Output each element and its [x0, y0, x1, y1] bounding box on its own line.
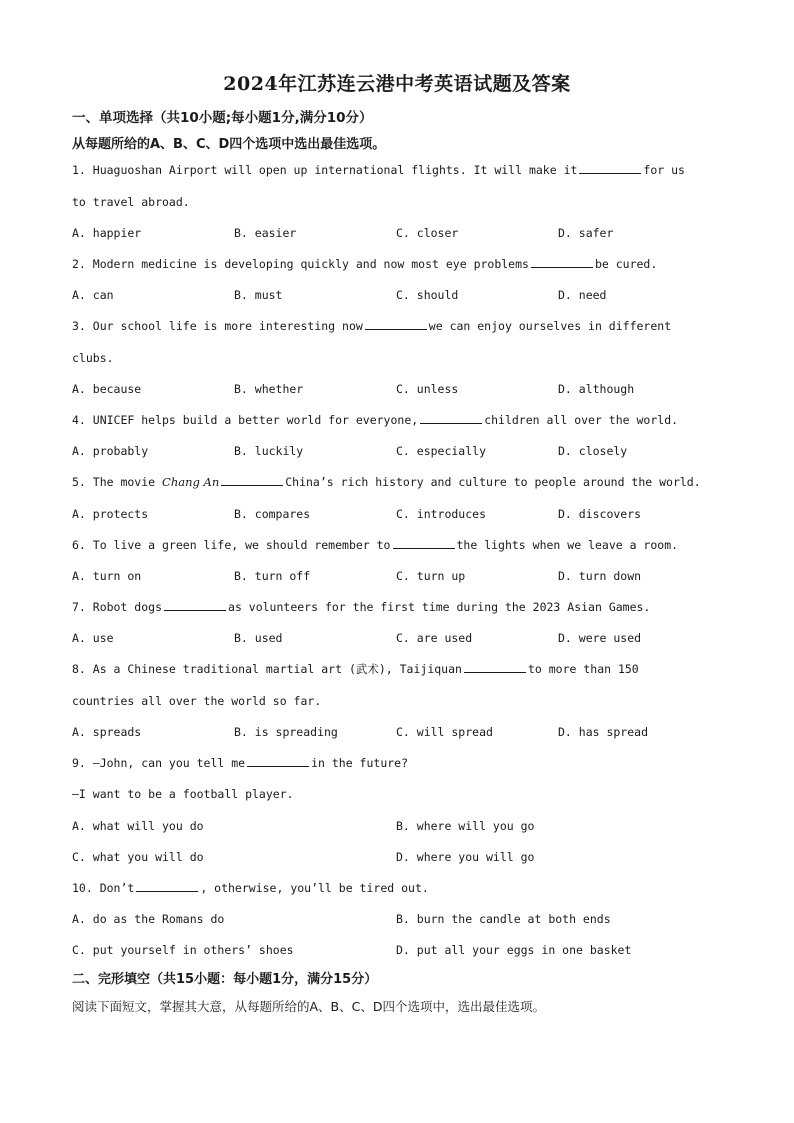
q5-option-d[interactable]: D. discovers	[558, 507, 642, 521]
q5-option-b[interactable]: B. compares	[234, 507, 311, 521]
q1-option-c[interactable]: C. closer	[396, 226, 459, 240]
q9-option-a[interactable]: A. what will you do	[72, 819, 204, 833]
question-9: 9. —John, can you tell me in the future?	[72, 756, 409, 770]
q3-option-b[interactable]: B. whether	[234, 382, 304, 396]
section2-instruction: 阅读下面短文，掌握其大意，从每题所给的A、B、C、D四个选项中，选出最佳选项。	[72, 999, 545, 1014]
q9-option-b[interactable]: B. where will you go	[396, 819, 535, 833]
q3-option-c[interactable]: C. unless	[396, 382, 459, 396]
q4-option-d[interactable]: D. closely	[558, 444, 628, 458]
answer-blank	[393, 538, 455, 549]
section2-heading: 二、完形填空（共15小题：每小题1分，满分15分）	[72, 972, 378, 987]
question-10: 10. Don’t , otherwise, you’ll be tired out.	[72, 881, 429, 895]
q4-option-a[interactable]: A. probably	[72, 444, 149, 458]
answer-blank	[221, 475, 283, 486]
answer-blank	[365, 319, 427, 330]
q6-option-d[interactable]: D. turn down	[558, 569, 642, 583]
answer-blank	[464, 662, 526, 673]
question-8-continued: countries all over the world so far.	[72, 694, 322, 708]
q7-option-b[interactable]: B. used	[234, 631, 283, 645]
question-2: 2. Modern medicine is developing quickly and now most eye problems be cured.	[72, 257, 658, 271]
section1-instruction: 从每题所给的A、B、C、D四个选项中选出最佳选项。	[72, 137, 386, 152]
q10-option-b[interactable]: B. burn the candle at both ends	[396, 912, 611, 926]
q6-option-b[interactable]: B. turn off	[234, 569, 311, 583]
question-3: 3. Our school life is more interesting now we can enjoy ourselves in different	[72, 319, 672, 333]
answer-blank	[420, 413, 482, 424]
answer-blank	[531, 257, 593, 268]
question-6: 6. To live a green life, we should remember to the lights when we leave a room.	[72, 538, 679, 552]
question-8: 8. As a Chinese traditional martial art (武术), Taijiquan to more than 150	[72, 662, 639, 676]
answer-blank	[247, 756, 309, 767]
q6-option-a[interactable]: A. turn on	[72, 569, 142, 583]
q5-option-c[interactable]: C. introduces	[396, 507, 487, 521]
question-7: 7. Robot dogs as volunteers for the first time during the 2023 Asian Games.	[72, 600, 651, 614]
q5-option-a[interactable]: A. protects	[72, 507, 149, 521]
q7-option-c[interactable]: C. are used	[396, 631, 473, 645]
q1-option-a[interactable]: A. happier	[72, 226, 142, 240]
q7-option-d[interactable]: D. were used	[558, 631, 642, 645]
question-3-continued: clubs.	[72, 351, 114, 365]
answer-blank	[579, 163, 641, 174]
q10-option-d[interactable]: D. put all your eggs in one basket	[396, 943, 632, 957]
movie-title: Chang An	[162, 475, 220, 489]
q2-option-d[interactable]: D. need	[558, 288, 607, 302]
q2-option-a[interactable]: A. can	[72, 288, 114, 302]
q8-option-d[interactable]: D. has spread	[558, 725, 649, 739]
q8-option-b[interactable]: B. is spreading	[234, 725, 338, 739]
q3-option-a[interactable]: A. because	[72, 382, 142, 396]
q9-option-d[interactable]: D. where you will go	[396, 850, 535, 864]
q10-option-a[interactable]: A. do as the Romans do	[72, 912, 225, 926]
q1-option-d[interactable]: D. safer	[558, 226, 614, 240]
q3-option-d[interactable]: D. although	[558, 382, 635, 396]
question-9-reply: —I want to be a football player.	[72, 787, 294, 801]
answer-blank	[136, 881, 198, 892]
q7-option-a[interactable]: A. use	[72, 631, 114, 645]
question-5: 5. The movie Chang An China’s rich history and culture to people around the world.	[72, 475, 701, 489]
q10-option-c[interactable]: C. put yourself in others’ shoes	[72, 943, 294, 957]
q6-option-c[interactable]: C. turn up	[396, 569, 466, 583]
q2-option-c[interactable]: C. should	[396, 288, 459, 302]
q4-option-b[interactable]: B. luckily	[234, 444, 304, 458]
question-4: 4. UNICEF helps build a better world for everyone, children all over the world.	[72, 413, 679, 427]
answer-blank	[164, 600, 226, 611]
section1-heading: 一、单项选择（共10小题;每小题1分,满分10分）	[72, 110, 373, 126]
q2-option-b[interactable]: B. must	[234, 288, 283, 302]
question-1-continued: to travel abroad.	[72, 195, 190, 209]
q9-option-c[interactable]: C. what you will do	[72, 850, 204, 864]
q1-option-b[interactable]: B. easier	[234, 226, 297, 240]
q4-option-c[interactable]: C. especially	[396, 444, 487, 458]
q8-option-a[interactable]: A. spreads	[72, 725, 142, 739]
question-1: 1. Huaguoshan Airport will open up international flights. It will make it for us	[72, 163, 685, 177]
q8-option-c[interactable]: C. will spread	[396, 725, 493, 739]
page-title: 2024年江苏连云港中考英语试题及答案	[223, 73, 571, 95]
